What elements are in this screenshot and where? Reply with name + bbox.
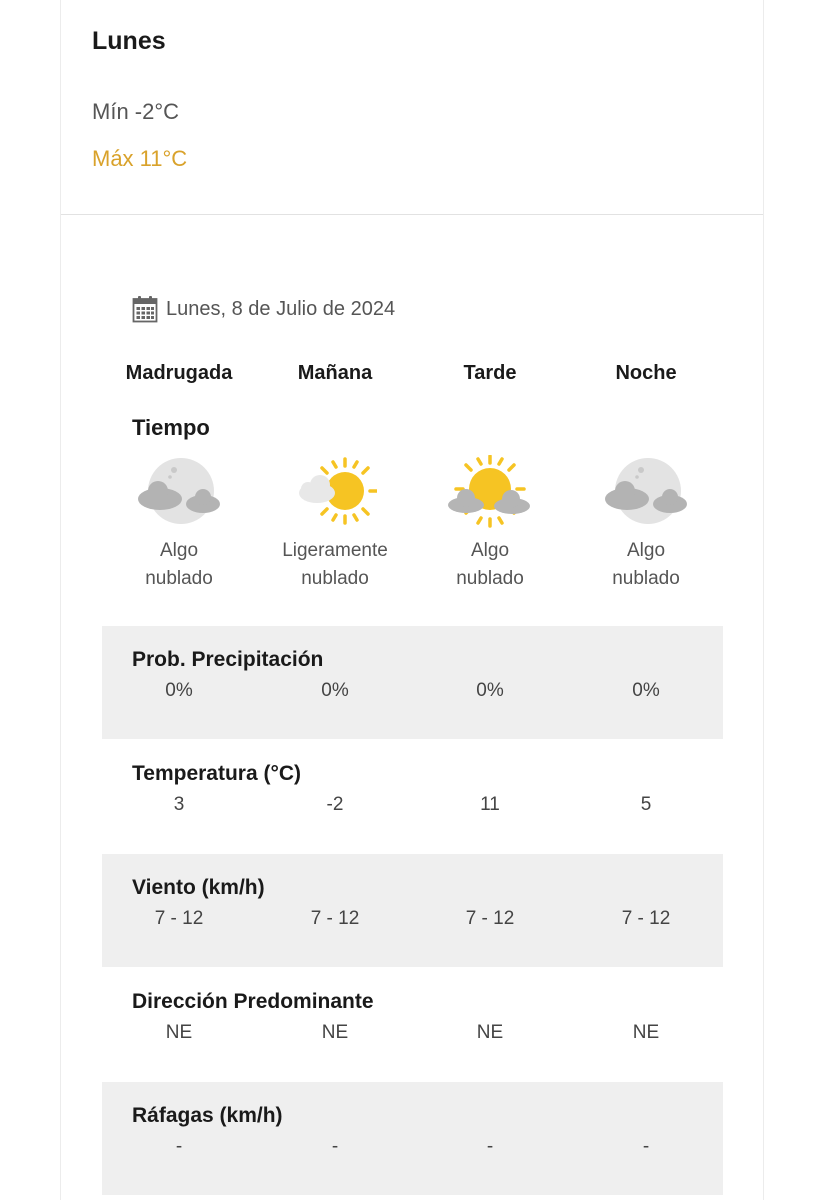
row-precipitation [102, 626, 723, 739]
period-tarde: Tarde [463, 362, 517, 384]
forecast-date [132, 294, 395, 324]
weather-label: Tiempo [132, 415, 210, 440]
row-value: 11 [480, 794, 500, 815]
max-temperature: Máx 11°C [92, 146, 188, 171]
weather-descriptions [102, 537, 723, 597]
day-summary[interactable] [61, 0, 763, 215]
row-title: Viento (km/h) [132, 876, 265, 899]
weather-desc: Algo nublado [456, 540, 524, 589]
period-manana: Mañana [297, 362, 373, 384]
row-value: 7 - 12 [154, 908, 204, 929]
row-value: 7 - 12 [310, 908, 360, 929]
moon-cloud-icon [604, 455, 688, 529]
sun-cloud-icon [448, 455, 532, 529]
period-madrugada: Madrugada [125, 362, 233, 384]
day-title: Lunes [92, 27, 166, 55]
weather-desc: Algo nublado [145, 540, 213, 589]
row-value: 7 - 12 [621, 908, 671, 929]
date-text: Lunes, 8 de Julio de 2024 [166, 297, 396, 320]
row-value: NE [476, 1022, 504, 1043]
row-value: - [486, 1136, 494, 1157]
row-value: 7 - 12 [465, 908, 515, 929]
row-value: - [175, 1136, 183, 1157]
row-wind-direction [102, 968, 723, 1081]
period-noche: Noche [615, 362, 677, 384]
row-title: Ráfagas (km/h) [132, 1104, 283, 1127]
row-value: 0% [476, 680, 504, 701]
row-wind [102, 854, 723, 967]
period-headers [102, 362, 723, 392]
row-value: -2 [326, 794, 344, 815]
row-value: 0% [321, 680, 349, 701]
row-value: NE [632, 1022, 660, 1043]
weather-icons [102, 452, 723, 532]
row-value: NE [165, 1022, 193, 1043]
weather-desc: Ligeramente nublado [282, 540, 388, 589]
calendar-icon [132, 295, 158, 323]
row-gusts [102, 1082, 723, 1195]
row-value: - [642, 1136, 650, 1157]
moon-cloud-icon [137, 455, 221, 529]
row-title: Temperatura (°C) [132, 762, 302, 785]
row-title: Dirección Predominante [132, 990, 374, 1013]
sun-small-cloud-icon [293, 455, 377, 529]
forecast-card [60, 0, 764, 1200]
row-temperature [102, 740, 723, 853]
row-value: NE [321, 1022, 349, 1043]
row-value: 5 [640, 794, 652, 815]
row-value: - [331, 1136, 339, 1157]
row-value: 0% [632, 680, 660, 701]
min-temperature: Mín -2°C [92, 99, 180, 124]
row-title: Prob. Precipitación [132, 648, 324, 671]
row-value: 0% [165, 680, 193, 701]
weather-desc: Algo nublado [612, 540, 680, 589]
row-value: 3 [173, 794, 185, 815]
